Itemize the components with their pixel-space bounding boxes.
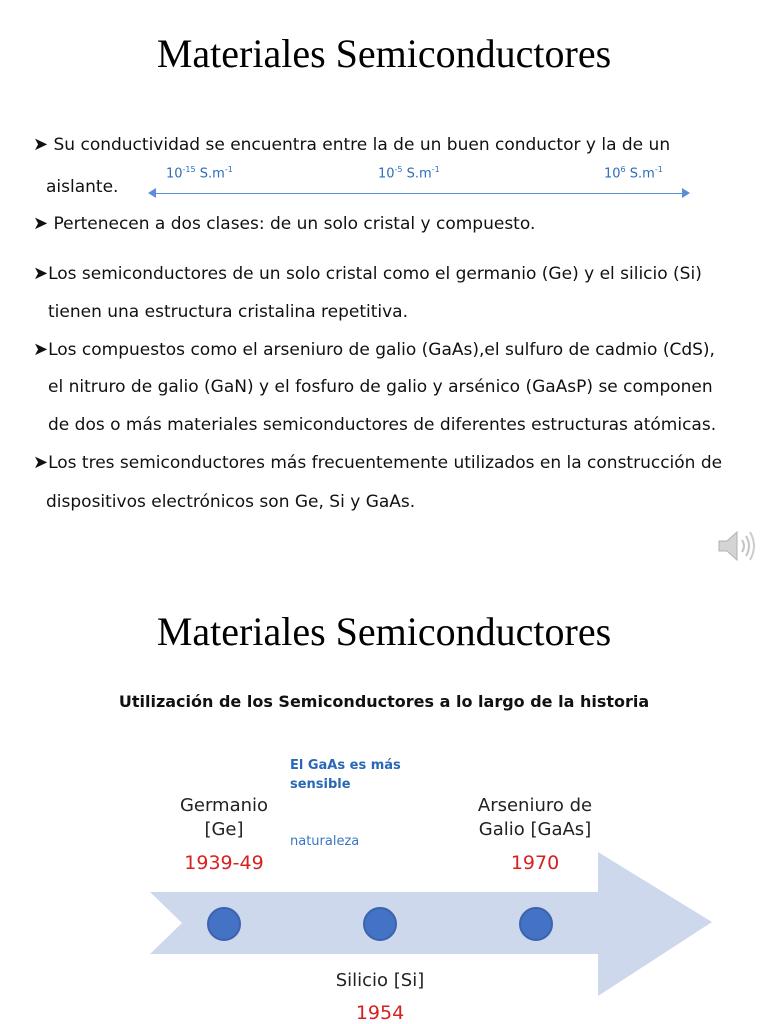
bullet-4: ➤Los compuestos como el arseniuro de galio (GaAs),el sulfuro de cadmio (CdS),: [33, 339, 715, 360]
scale-line: [152, 193, 687, 194]
timeline-year-silicio: 1954: [355, 1002, 405, 1024]
timeline-year-germanio: 1939-49: [184, 852, 264, 874]
arrow-bullet-icon: ➤: [33, 134, 49, 155]
timeline-year-gaas: 1970: [510, 852, 560, 874]
slide-2: [0, 580, 768, 1024]
timeline-dot-germanio: [207, 907, 241, 941]
timeline-label-silicio: Silicio [Si]: [335, 970, 425, 991]
overlapping-text-box: [290, 756, 465, 866]
bullet-4-line-3: de dos o más materiales semiconductores de diferentes estructuras atómicas.: [48, 415, 717, 435]
speaker-icon[interactable]: [716, 528, 756, 564]
timeline-dot-gaas: [519, 907, 553, 941]
slide-2-title: Materiales Semiconductores: [156, 609, 612, 654]
arrow-bullet-icon: ➤: [33, 339, 49, 360]
bullet-2: ➤ Pertenecen a dos clases: de un solo cristal y compuesto.: [33, 213, 536, 234]
arrow-bullet-icon: ➤: [33, 452, 49, 473]
timeline-dot-silicio: [363, 907, 397, 941]
timeline-label-germanio: Germanio [Ge]: [179, 795, 269, 840]
bullet-5-line-2: dispositivos electrónicos son Ge, Si y GaAs.: [46, 492, 416, 512]
scale-arrow-right-icon: [682, 188, 690, 198]
bullet-4-line-2: el nitruro de galio (GaN) y el fosfuro de galio y arsénico (GaAsP) se componen: [48, 377, 713, 397]
overlap-text-line: El GaAs es más sensible: [290, 758, 401, 792]
slide-1-title: Materiales Semiconductores: [156, 31, 612, 76]
scale-label-right: $10^6$ $S.m^{-1}$: [604, 165, 663, 182]
arrow-bullet-icon: ➤: [33, 213, 49, 234]
timeline-subtitle: Utilización de los Semiconductores a lo largo de la historia: [118, 692, 650, 711]
bullet-5: ➤Los tres semiconductores más frecuentemente utilizados en la construcción de: [33, 452, 723, 473]
bullet-3: ➤Los semiconductores de un solo cristal como el germanio (Ge) y el silicio (Si): [33, 263, 702, 284]
bullet-1: ➤ Su conductividad se encuentra entre la de un buen conductor y la de un: [33, 134, 671, 155]
bullet-3-line-2: tienen una estructura cristalina repetitiva.: [48, 302, 408, 322]
arrow-bullet-icon: ➤: [33, 263, 49, 284]
scale-label-mid: $10^{-5}$ $S.m^{-1}$: [378, 165, 440, 182]
overlap-text-tail: naturaleza: [290, 834, 360, 849]
scale-label-left: $10^{-15}$ $S.m^{-1}$: [166, 165, 233, 182]
timeline-label-gaas: Arseniuro de Galio [GaAs]: [477, 795, 593, 840]
bullet-1-line-2: aislante.: [46, 177, 119, 197]
